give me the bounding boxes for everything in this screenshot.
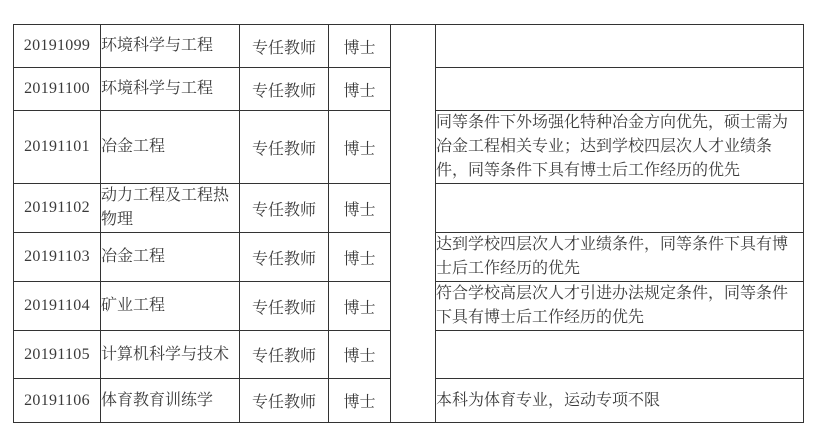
degree-requirement: 博士: [329, 111, 391, 184]
major-name: 计算机科学与技术: [101, 331, 240, 379]
major-name: 冶金工程: [101, 111, 240, 184]
major-name: 环境科学与工程: [101, 25, 240, 68]
degree-requirement: 博士: [329, 233, 391, 282]
position-id: 20191102: [14, 184, 101, 233]
notes-cell: 符合学校高层次人才引进办法规定条件，同等条件下具有博士后工作经历的优先: [436, 282, 804, 331]
major-name: 矿业工程: [101, 282, 240, 331]
notes-cell: [436, 68, 804, 111]
notes-cell: [436, 331, 804, 379]
recruitment-table: [13, 24, 804, 423]
degree-requirement: 博士: [329, 379, 391, 423]
position-type: 专任教师: [240, 331, 329, 379]
notes-cell: [436, 184, 804, 233]
table-row: [14, 25, 804, 68]
notes-cell: [436, 25, 804, 68]
major-name: 动力工程及工程热物理: [101, 184, 240, 233]
position-type: 专任教师: [240, 111, 329, 184]
notes-cell: 达到学校四层次人才业绩条件，同等条件下具有博士后工作经历的优先: [436, 233, 804, 282]
degree-requirement: 博士: [329, 331, 391, 379]
notes-cell: 本科为体育专业，运动专项不限: [436, 379, 804, 423]
position-type: 专任教师: [240, 379, 329, 423]
degree-requirement: 博士: [329, 184, 391, 233]
position-id: 20191103: [14, 233, 101, 282]
position-id: 20191100: [14, 68, 101, 111]
major-name: 环境科学与工程: [101, 68, 240, 111]
position-id: 20191099: [14, 25, 101, 68]
position-id: 20191101: [14, 111, 101, 184]
position-type: 专任教师: [240, 68, 329, 111]
position-type: 专任教师: [240, 184, 329, 233]
position-type: 专任教师: [240, 282, 329, 331]
notes-cell: 同等条件下外场强化特种冶金方向优先，硕士需为冶金工程相关专业；达到学校四层次人才业绩条件，同等条件下具有博士后工作经历的优先: [436, 111, 804, 184]
position-id: 20191106: [14, 379, 101, 423]
position-id: 20191104: [14, 282, 101, 331]
degree-requirement: 博士: [329, 25, 391, 68]
position-id: 20191105: [14, 331, 101, 379]
empty-merged-column: [391, 25, 436, 423]
degree-requirement: 博士: [329, 282, 391, 331]
position-type: 专任教师: [240, 233, 329, 282]
degree-requirement: 博士: [329, 68, 391, 111]
position-type: 专任教师: [240, 25, 329, 68]
major-name: 冶金工程: [101, 233, 240, 282]
major-name: 体育教育训练学: [101, 379, 240, 423]
